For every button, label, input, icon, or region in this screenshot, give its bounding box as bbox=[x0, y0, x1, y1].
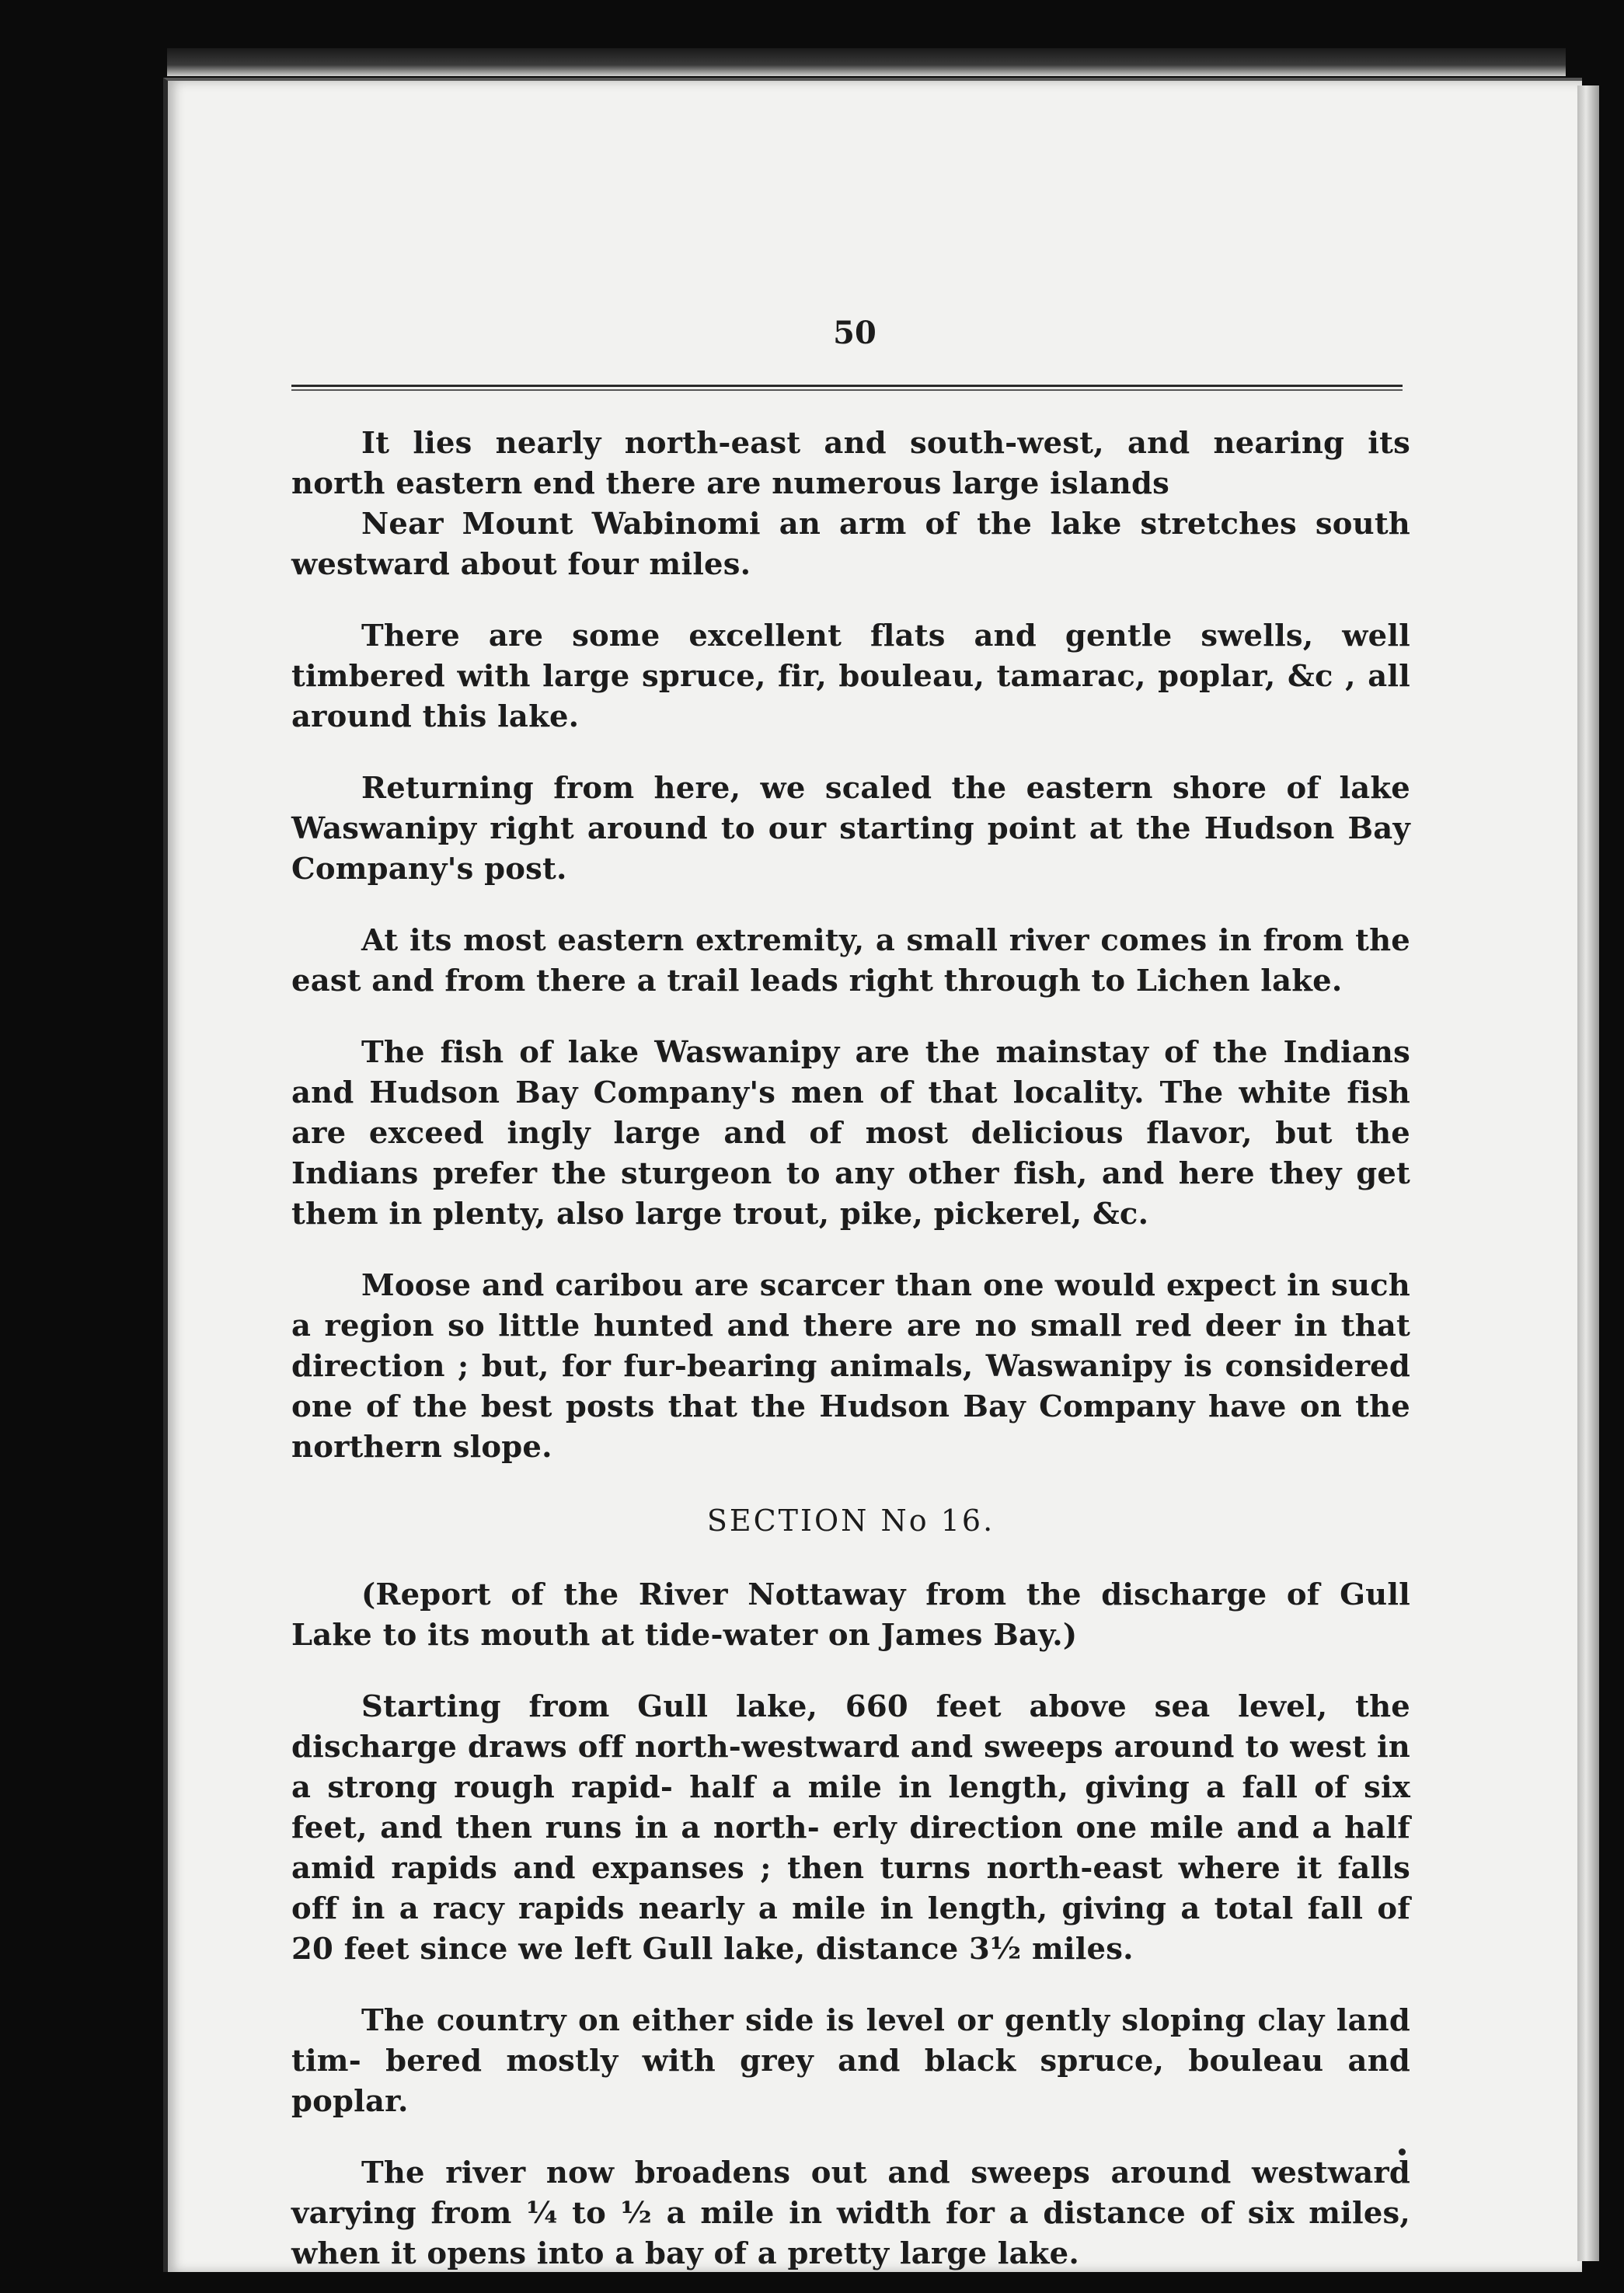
paragraph: At its most eastern extremity, a small river comes in from the east and from there a trail leads right through to Lichen lake. bbox=[291, 923, 1410, 998]
paragraph: Starting from Gull lake, 660 feet above sea level, the discharge draws off north-westward and sweeps around to west in a strong rough rapid- half a mile in length, giving a fall of six feet, and then runs in a north- erly direction one mile and a half amid rapids and expanses ; then turns north-east where it falls off in a racy rapids nearly a mile in length, giving a total fall of 20 feet since we left Gull lake, distance 3½ miles. bbox=[291, 1689, 1410, 1967]
scan-edge bbox=[1599, 70, 1624, 2293]
book-binding-shadow bbox=[167, 48, 1566, 76]
body-text bbox=[291, 307, 1410, 2274]
ink-speck bbox=[1399, 2148, 1406, 2155]
section-subtitle: (Report of the River Nottaway from the discharge of Gull Lake to its mouth at tide-water on James Bay.) bbox=[291, 1577, 1410, 1653]
paragraph: Near Mount Wabinomi an arm of the lake stretches south westward about four miles. bbox=[291, 507, 1410, 582]
section-heading: SECTION No 16. bbox=[706, 1504, 995, 1538]
paragraph: The fish of lake Waswanipy are the mainstay of the Indians and Hudson Bay Company's men of that locality. The white fish are exceed ingly large and of most delicious flavor, but the Indians prefer the sturgeon to any other fish, and here they get them in plenty, also large trout, pike, pickerel, &c. bbox=[291, 1035, 1410, 1232]
paragraph: Returning from here, we scaled the eastern shore of lake Waswanipy right around to our starting point at the Hudson Bay Company's post. bbox=[291, 771, 1410, 887]
paragraph: Moose and caribou are scarcer than one would expect in such a region so little hunted and there are no small red deer in that direction ; but, for fur-bearing animals, Waswanipy is considered one of the best posts that the Hudson Bay Company have on the northern slope. bbox=[291, 1268, 1410, 1465]
paragraph: There are some excellent flats and gentle swells, well timbered with large spruce, fir, bouleau, tamarac, poplar, &c , all around this lake. bbox=[291, 619, 1410, 734]
paragraph: The country on either side is level or gently sloping clay land tim- bered mostly with grey and black spruce, bouleau and poplar. bbox=[291, 2003, 1410, 2119]
page-number: 50 bbox=[833, 315, 876, 351]
paragraph: The river now broadens out and sweeps around westward varying from ¼ to ½ a mile in width for a distance of six miles, when it opens into a bay of a pretty large lake. bbox=[291, 2155, 1410, 2271]
page-edge bbox=[1577, 85, 1599, 2261]
paragraph: It lies nearly north-east and south-west, and nearing its north eastern end there are numerous large islands bbox=[291, 426, 1410, 501]
